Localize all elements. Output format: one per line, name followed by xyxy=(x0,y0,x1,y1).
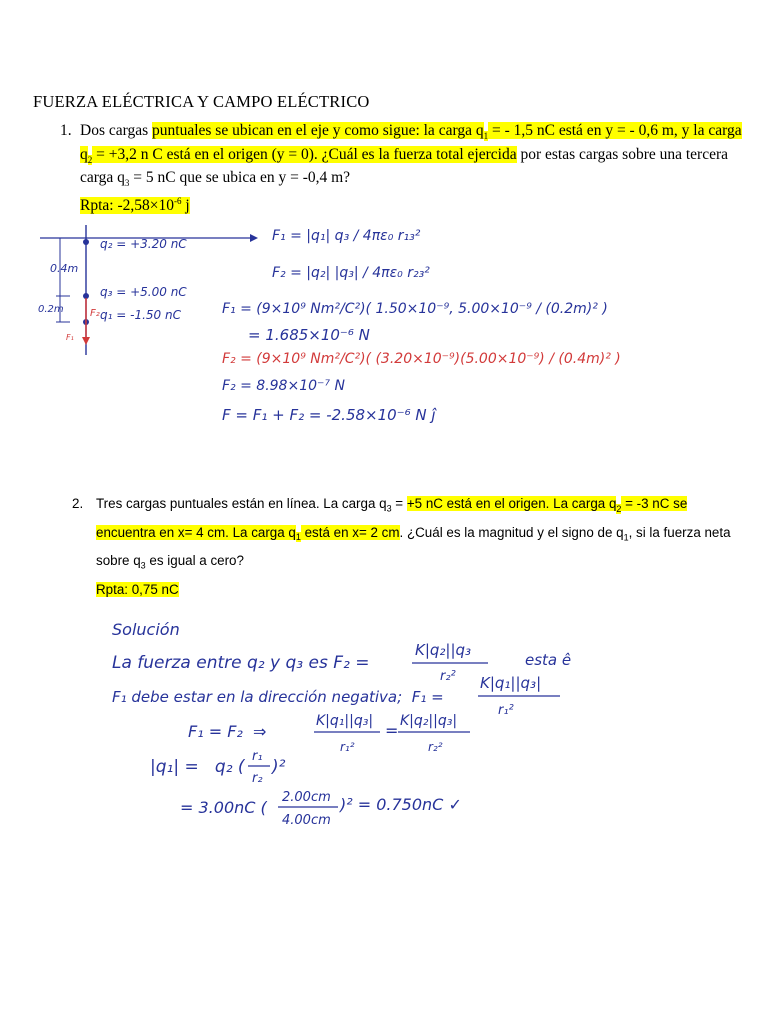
label-q2: q₂ = +3.20 nC xyxy=(100,237,187,251)
statement-segment: = +3,2 n C está en el origen (y = 0). ¿Cuál es la fuerza total ejercida xyxy=(92,145,517,163)
solution-2-line-2-num: K|q₂||q₃ xyxy=(415,641,472,659)
solution-2-line-4-den-1: r₁² xyxy=(340,740,355,754)
statement-segment: 3 xyxy=(386,503,392,514)
statement-segment: 2 xyxy=(87,154,93,165)
statement-segment: = 5 nC que se ubica en y = -0,4 m? xyxy=(129,169,351,187)
solution-2-line-6-tail: )² = 0.750nC ✓ xyxy=(340,795,462,814)
problem-2-answer: Rpta: 0,75 nC xyxy=(96,582,179,598)
problem-2-statement xyxy=(96,496,731,572)
solution-2-line-6-num: 2.00cm xyxy=(282,790,331,805)
statement-segment: . ¿Cuál es la magnitud y el signo de q xyxy=(399,524,624,540)
statement-segment: 3 xyxy=(124,178,130,189)
solution-1-line-4: = 1.685×10⁻⁶ N xyxy=(248,326,370,344)
solution-2-line-4-num-1: K|q₁||q₃| xyxy=(316,713,374,729)
solution-2-line-5-den: r₂ xyxy=(252,771,263,786)
statement-segment: 3 xyxy=(140,561,146,572)
label-q3: q₃ = +5.00 nC xyxy=(100,285,187,299)
solution-2-handwriting xyxy=(0,600,768,840)
solution-2-line-1: Solución xyxy=(112,620,180,639)
statement-segment: = -3 nC se encuentra en x= 4 cm. La carga q xyxy=(96,496,688,540)
solution-2-line-4-eq: = xyxy=(385,721,399,740)
answer-unit: j xyxy=(181,196,190,214)
solution-1-line-1: F₁ = |q₁| q₃ / 4πε₀ r₁₃² xyxy=(272,228,421,244)
statement-segment: 1 xyxy=(483,131,489,142)
problem-1-number: 1. xyxy=(60,122,72,139)
solution-2-line-3-num: K|q₁||q₃| xyxy=(480,674,542,692)
statement-segment: Tres cargas puntuales están en línea. La carga q xyxy=(96,496,387,511)
problem-2-text xyxy=(96,492,746,602)
statement-segment: por estas cargas sobre una tercera carga q xyxy=(80,145,729,187)
statement-segment: +5 nC está en el origen. La carga q xyxy=(406,496,617,511)
statement-segment: = xyxy=(391,496,407,511)
solution-2-line-2-den: r₂² xyxy=(440,669,456,684)
solution-1-line-3: F₁ = (9×10⁹ Nm²/C²)( 1.50×10⁻⁹, 5.00×10⁻⁹ / (0.2m)² ) xyxy=(222,301,608,317)
label-f2: F₂ xyxy=(90,308,100,319)
solution-2-line-4: F₁ = F₂ ⇒ xyxy=(188,722,267,741)
solution-1-line-5: F₂ = (9×10⁹ Nm²/C²)( (3.20×10⁻⁹)(5.00×10⁻⁹) / (0.4m)² ) xyxy=(222,351,621,367)
solution-2-line-6-den: 4.00cm xyxy=(282,813,331,828)
problem-1-statement xyxy=(80,122,742,189)
solution-2-line-5-tail: )² xyxy=(272,757,286,777)
statement-segment: 2 xyxy=(616,503,622,514)
statement-segment: es igual a cero? xyxy=(145,553,244,569)
label-q1: q₁ = -1.50 nC xyxy=(100,308,181,322)
solution-2-line-3-den: r₁² xyxy=(498,703,514,718)
solution-1-line-7: F = F₁ + F₂ = -2.58×10⁻⁶ N ĵ xyxy=(222,406,436,424)
answer-label: Rpta: -2,58×10 xyxy=(80,196,174,214)
solution-2-line-4-num-2: K|q₂||q₃| xyxy=(400,713,458,729)
statement-segment: = - 1,5 nC está en y = - 0,6 m, y la carga q xyxy=(80,122,742,163)
solution-2-line-5: |q₁| = q₂ ( xyxy=(150,757,245,777)
solution-2-line-6: = 3.00nC ( xyxy=(180,798,267,817)
statement-segment: puntuales se ubican en el eje y como sigue: la carga q xyxy=(152,122,484,139)
page-title: FUERZA ELÉCTRICA Y CAMPO ELÉCTRICO xyxy=(33,92,370,111)
solution-2-line-5-num: r₁ xyxy=(252,749,263,764)
solution-2-line-4-den-2: r₂² xyxy=(428,740,443,754)
solution-1-line-2: F₂ = |q₂| |q₃| / 4πε₀ r₂₃² xyxy=(272,265,430,281)
solution-2-line-3: F₁ debe estar en la dirección negativa; F₁ = xyxy=(112,688,444,706)
solution-2-line-2: La fuerza entre q₂ y q₃ es F₂ = xyxy=(112,653,370,673)
answer-exponent: -6 xyxy=(173,195,182,206)
statement-segment: 1 xyxy=(623,532,629,543)
statement-segment: , si la fuerza neta sobre q xyxy=(96,524,731,569)
statement-segment: está en x= 2 cm xyxy=(300,524,400,540)
solution-1-line-6: F₂ = 8.98×10⁻⁷ N xyxy=(222,378,345,394)
charge-diagram xyxy=(38,225,258,355)
label-f1: F₁ xyxy=(66,333,74,342)
label-distance-1: 0.4m xyxy=(50,262,79,275)
solution-1-handwriting xyxy=(0,195,768,455)
solution-2-line-2-tail: esta ê xyxy=(525,651,572,669)
problem-2-number: 2. xyxy=(72,496,84,511)
statement-segment: Dos cargas xyxy=(80,122,153,139)
label-distance-2: 0.2m xyxy=(38,304,64,315)
statement-segment: 1 xyxy=(295,532,301,543)
